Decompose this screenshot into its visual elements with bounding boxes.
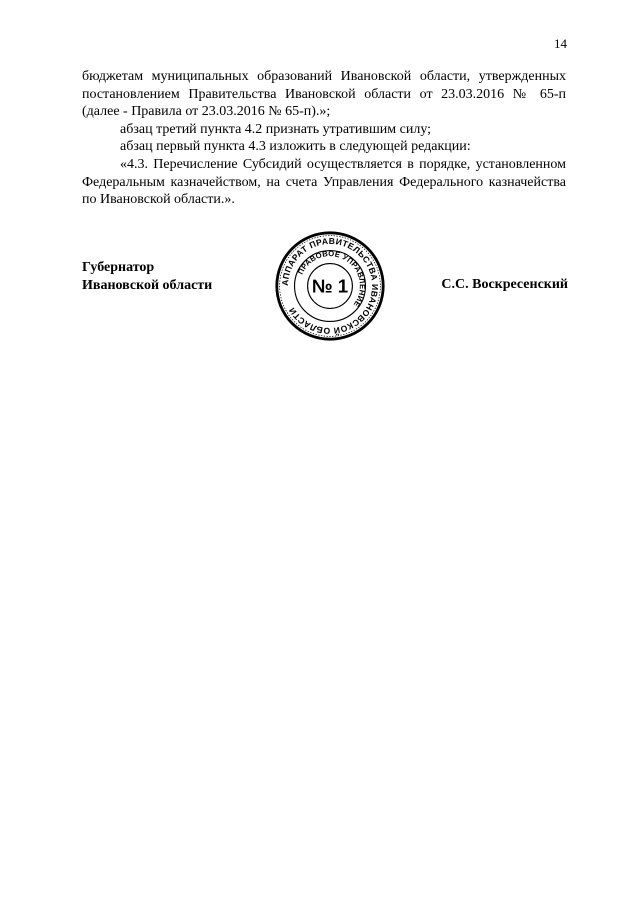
stamp-outer-text: АППАРАТ ПРАВИТЕЛЬСТВА ИВАНОВСКОЙ ОБЛАСТИ	[279, 235, 381, 337]
signatory-title-line1: Губернатор	[82, 260, 155, 275]
stamp-number: № 1	[311, 275, 349, 297]
document-body	[82, 68, 566, 209]
stamp-seal-icon	[274, 230, 386, 342]
signatory-name: С.С. Воскресенский	[441, 277, 568, 292]
page-number: 14	[554, 36, 567, 51]
paragraph-amendment-4-2: абзац третий пункта 4.2 признать утратившим силу;	[120, 121, 432, 137]
official-stamp-seal	[274, 230, 386, 342]
signatory-title	[82, 259, 212, 295]
paragraph-continuation: бюджетам муниципальных образований Ивановской области, утвержденных постановлением Правительства Ивановской области от 23.03.2016 № 65-п (далее - Правила от 23.03.2016 № 65-п).»;	[82, 69, 566, 120]
stamp-inner-text: ПРАВОВОЕ УПРАВЛЕНИЕ	[295, 249, 367, 309]
signatory-title-line2: Ивановской области	[82, 278, 213, 293]
paragraph-amendment-4-3: абзац первый пункта 4.3 изложить в следующей редакции:	[120, 139, 471, 155]
paragraph-new-text-4-3: «4.3. Перечисление Субсидий осуществляется в порядке, установленном Федеральным казначейством, на счета Управления Федерального казначейства по Ивановской области.».	[82, 156, 566, 208]
